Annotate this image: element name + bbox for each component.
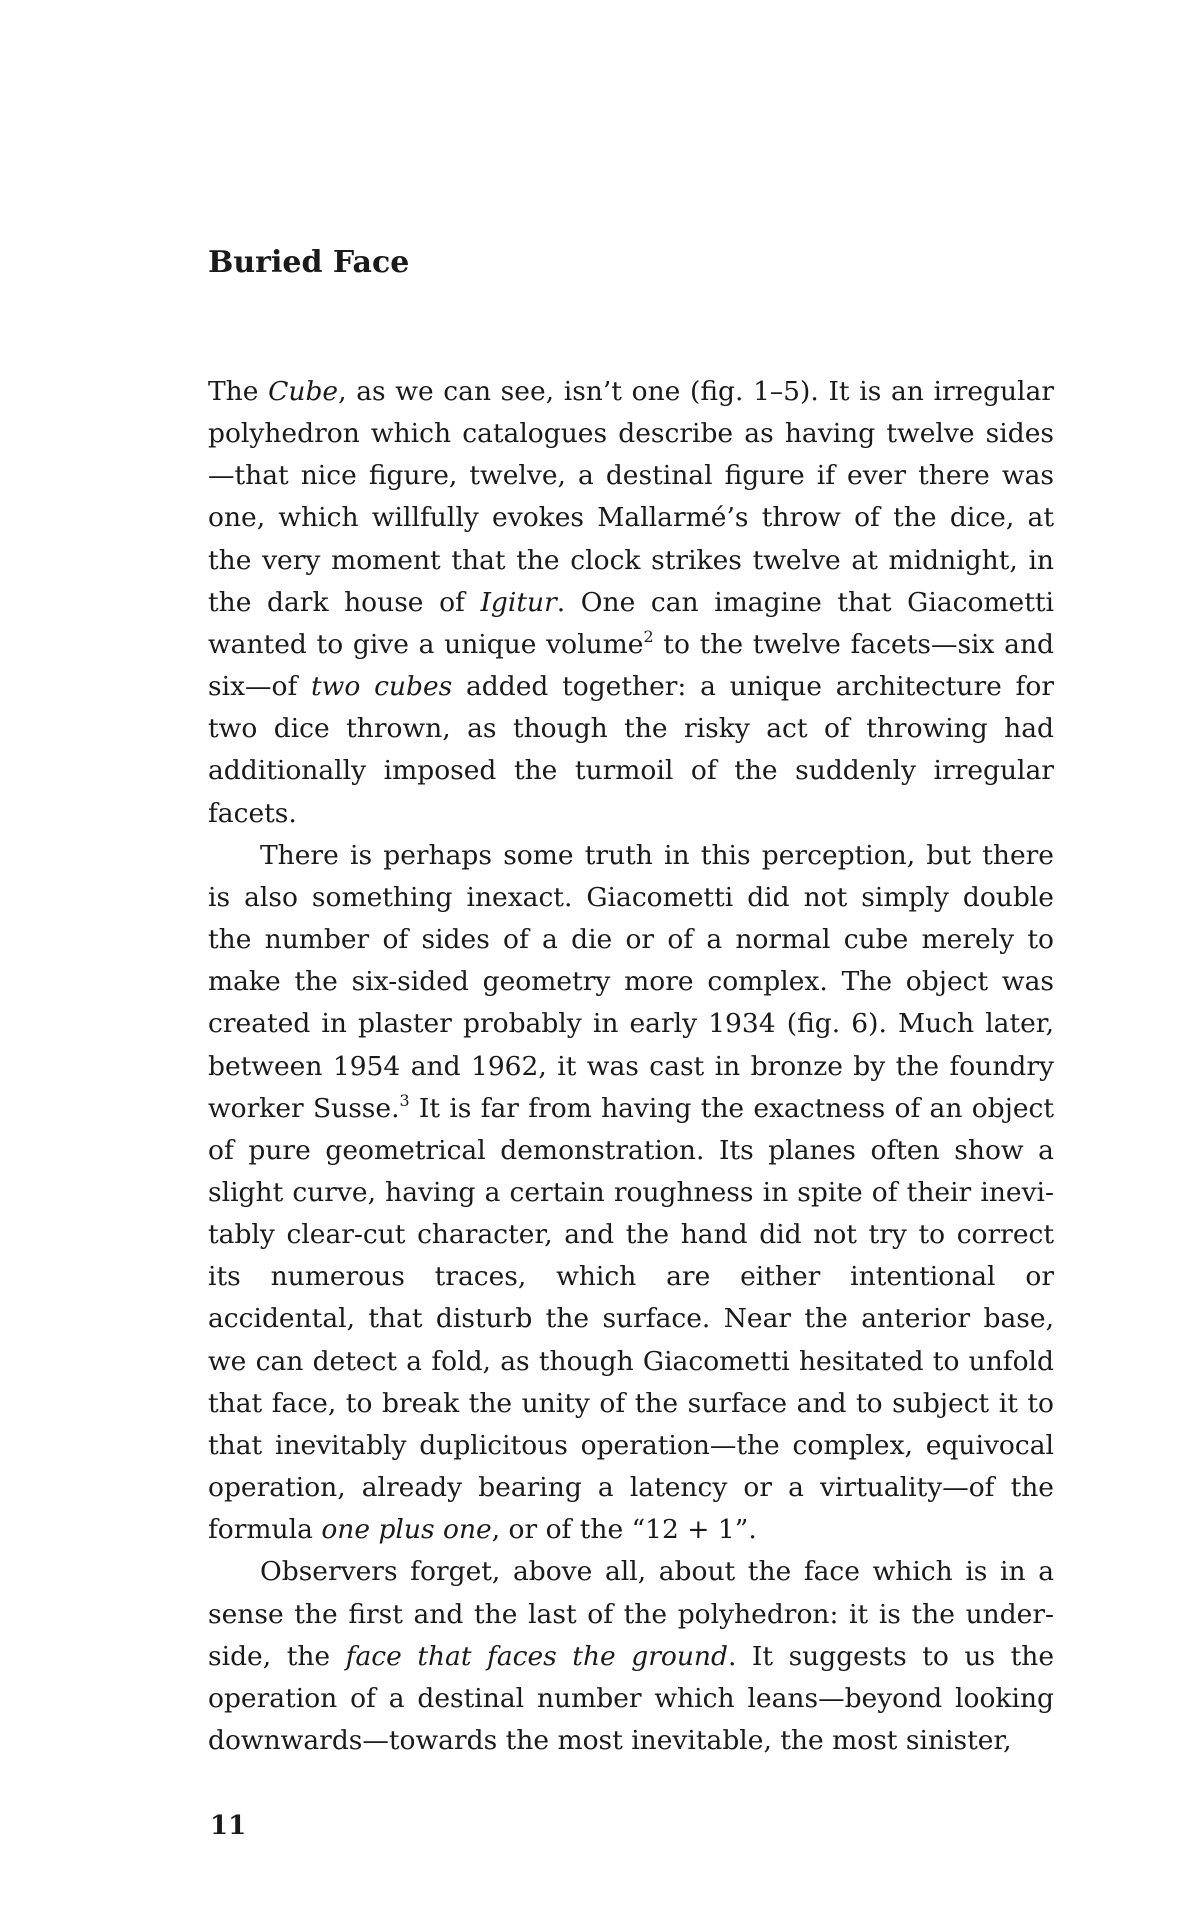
italic-text: two cubes [311,671,453,703]
text-run: It is far from having the exactness of an object of pure geometrical demonstration. Its planes often show a slight curve, having a certain roughness in spite of their inevitably clear-cut character, and the hand did not try to correct its numerous traces, which are either intentional or accidental, that disturb the surface. Near the anterior base, we can detect a fold, as though Giacometti hesitated to unfold that face, to break the unity of the surface and to subject it to that inevitably duplicitous operation—the complex, equivocal operation, already bearing a latency or a virtuality—of the formula [208,1092,1054,1546]
text-run: , as we can see, isn’t one (fig. 1–5). It is an irregular polyhedron which catalogues describe as having twelve sides—that nice figure, twelve, a destinal figure if ever there was one, which willfully evokes Mallarmé’s throw of the dice, at the very moment that the clock strikes twelve at midnight, in the dark house of [208,376,1054,618]
paragraph-1 [208,371,1054,835]
footnote-reference: 3 [399,1090,410,1110]
footnote-reference: 2 [643,626,654,646]
text-run: The [208,376,269,407]
text-run: added together: a unique architecture for two dice thrown, as though the risky act of throwing had additionally imposed the turmoil of the suddenly irregular facets. [208,671,1054,829]
italic-text: face that faces the ground [345,1640,728,1672]
paragraph-3 [208,1551,1054,1762]
text-run: Observers forget, above all, about the face which is in a sense the first and the last of the polyhedron: it is the underside, the [208,1556,1054,1672]
page-number: 11 [210,1811,247,1841]
text-run: . It suggests to us the operation of a destinal number which leans—beyond looking downwards—towards the most inevitable, the most sinister, [208,1640,1055,1756]
paragraph-2 [208,835,1054,1552]
body-text [208,371,1054,1762]
text-run: . One can imagine that Giacometti wanted to give a unique volume [208,586,1054,660]
chapter-title: Buried Face [208,245,410,280]
text-run: There is perhaps some truth in this perception, but there is also something inexact. Giacometti did not simply double the number of sides of a die or of a normal cube merely to make the six-sided geometry more complex. The object was created in plaster probably in early 1934 (fig. 6). Much later, between 1954 and 1962, it was cast in bronze by the foundry worker Susse. [208,839,1054,1124]
italic-text: Igitur [480,586,557,618]
italic-text: Cube [268,376,339,407]
text-run: , or of the “12 + 1”. [491,1514,757,1546]
text-run: to the twelve facets—six and six—of [208,628,1054,703]
italic-text: one plus one [321,1514,492,1546]
